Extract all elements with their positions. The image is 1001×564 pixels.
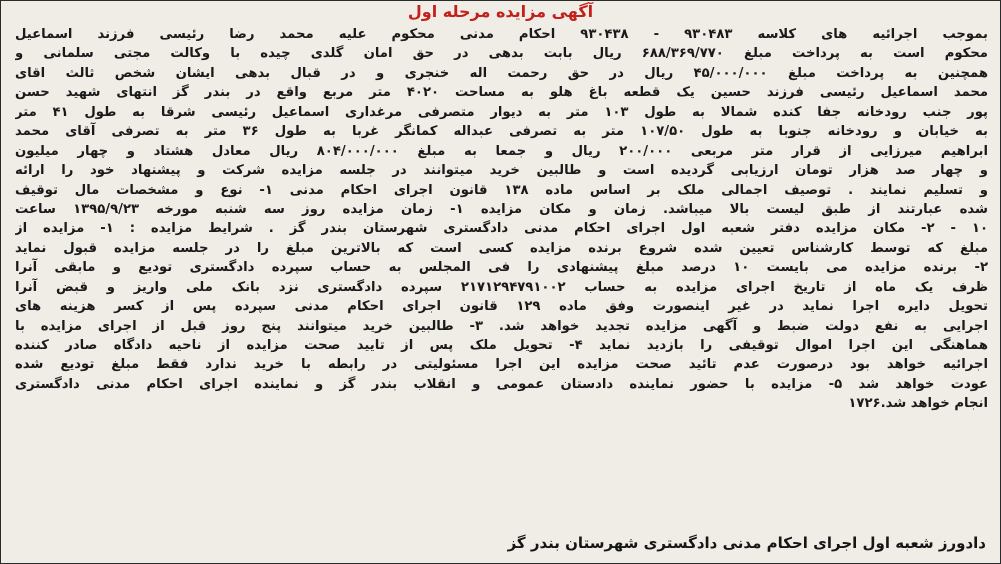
notice-line: شده عبارتند از طبق لیست بالا میباشد. زمان و مکان مزایده ۱- زمان مزایده روز سه شنبه مورخه ۱۳۹۵/۹/۲۳ ساعت [15, 201, 988, 217]
notice-line: محکوم است به پرداخت مبلغ ۶۸۸/۳۶۹/۷۷۰ ریال بابت بدهی در حق امان گلدی چیده با وکالت مجتی سلمانی و [15, 46, 988, 62]
notice-line: پور جنب رودخانه جفا کنده شمالا به طول ۱۰۳ متر به دیوار متصرفی مرغداری اسماعیل رئیسی شرقا به طول ۴۱ متر [15, 104, 988, 120]
notice-line: همچنین به پرداخت مبلغ ۴۵/۰۰۰/۰۰۰ ریال در حق رحمت اله خنجری و در قبال بدهی ایشان شخص ثالث اقای [15, 65, 988, 81]
notice-line: ابراهیم میرزایی از قرار متر مربعی ۲۰۰/۰۰۰ ریال و جمعا به مبلغ ۸۰۴/۰۰۰/۰۰۰ ریال معادل هشتاد و چهار میلیون [15, 143, 988, 159]
notice-line: ظرف یک ماه از تاریخ اجرای مزایده به حساب ۲۱۷۱۲۹۴۷۹۱۰۰۲ سپرده دادگستری نزد بانک ملی واریز و قبض آنرا [15, 279, 988, 295]
notice-line: به خیابان و رودخانه جنوبا به طول ۱۰۷/۵۰ متر به تصرفی عبداله کمانگر غربا به طول ۳۶ متر به تصرفی آقای محمد [15, 124, 988, 140]
notice-line: محمد اسماعیل رئیسی فرزند حسین یک قطعه باغ هلو به مساحت ۴۰۲۰ متر مربع واقع در بندر گز انتهای شهید حسن [15, 85, 988, 101]
notice-body [15, 25, 988, 531]
notice-line: هماهنگی این اجرا اموال توقیفی را بازدید نماید ۴- تحویل ملک پس از تایید صحت مزایده از ناحیه دادگاه صادر کننده [15, 338, 988, 353]
notice-line: تحویل دایره اجرا نماید در غیر اینصورت وفق ماده ۱۲۹ قانون اجرای احکام مدنی سپرده پس از کسر هزینه های [15, 299, 988, 315]
notice-line: ۱۰ - ۲- مکان مزایده دفتر شعبه اول اجرای احکام مدنی دادگستری شهرستان بندر گز . شرایط مزایده : ۱- مزایده از [15, 221, 988, 237]
notice-line: بموجب اجرائیه های کلاسه ۹۳۰۴۸۳ - ۹۳۰۴۳۸ احکام مدنی محکوم علیه محمد رضا رئیسی فرزند اسماعیل [15, 27, 988, 42]
notice-signature: دادورز شعبه اول اجرای احکام مدنی دادگستری شهرستان بندر گز [507, 534, 986, 552]
notice-line: اجرایی به نفع دولت ضبط و آگهی مزایده تجدید خواهد شد. ۳- طالبین خرید میتوانند پنج روز قبل از اجرای مزایده با [15, 318, 988, 334]
notice-line: و چهار صد هزار تومان ارزیابی گردیده است و طالبین خرید میتوانند در جلسه مزایده شرکت و پیشنهاد خود را ارائه [15, 163, 988, 179]
notice-line: اجرائیه خواهد بود درصورت عدم تائید صحت مزایده این اجرا مسئولیتی در رابطه با خرید ندارد فقط مبلغ تودیع شده [15, 357, 988, 373]
notice-line: عودت خواهد شد ۵- مزایده با حضور نماینده دادستان عمومی و انقلاب بندر گز و نماینده اجرای احکام مدنی دادگستری [15, 376, 988, 392]
notice-title: آگهی مزایده مرحله اول [407, 2, 594, 21]
notice-header [1, 1, 1000, 23]
notice-line: ۲- برنده مزایده می بایست ۱۰ درصد مبلغ پیشنهادی را فی المجلس به حساب سپرده دادگستری تودیع و مابقی آنرا [15, 260, 988, 276]
notice-line: مبلغ که توسط کارشناس تعیین شده شروع برنده مزایده کسی است که بالاترین مبلغ را در جلسه مزایده قبول نماید [15, 240, 988, 256]
notice-line-last: انجام خواهد شد.۱۷۲۶ [848, 396, 988, 412]
notice-line: و تسلیم نمایند . توصیف اجمالی ملک بر اساس ماده ۱۳۸ قانون اجرای احکام مدنی ۱- نوع و مشخصات مال توقیف [15, 182, 988, 198]
